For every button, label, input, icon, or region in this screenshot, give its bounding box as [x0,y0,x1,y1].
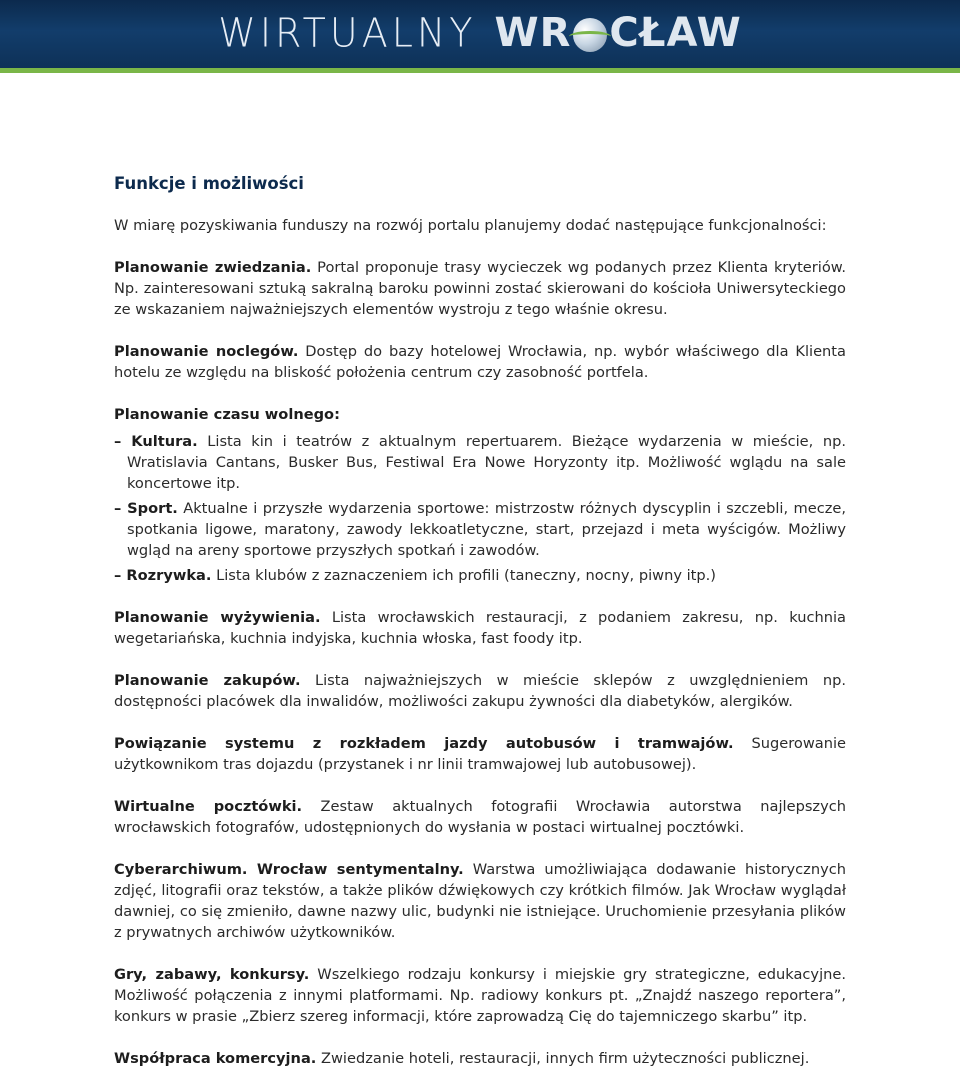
paragraph-head: Współpraca komercyjna. [114,1050,317,1067]
paragraph-head: Wirtualne pocztówki. [114,798,303,815]
list-item-text: Lista kin i teatrów z aktualnym repertuarem. Bieżące wydarzenia w mieście, np. Wratislavia Cantans, Busker Bus, Festiwal Era Nowe Horyzonty itp. Możliwość wglądu na sale koncertowe itp. [127,433,846,492]
list-item-head: – Kultura. [114,433,198,450]
paragraph-cyberarchive [114,859,846,943]
intro-paragraph: W miarę pozyskiwania funduszy na rozwój portalu planujemy dodać następujące funkcjonalności: [114,217,827,234]
paragraph-head: Planowanie noclegów. [114,343,299,360]
list-item-culture [114,431,846,494]
paragraph-commercial [114,1048,846,1069]
header-banner [0,0,960,68]
paragraph-head: Gry, zabawy, konkursy. [114,966,310,983]
paragraph-games [114,964,846,1027]
logo-text-light: WIRTUALNY [218,9,477,57]
paragraph-text: Wszelkiego rodzaju konkursy i miejskie gry strategiczne, edukacyjne. Możliwość połączenia z innymi platformami. Np. radiowy konkurs pt. „Znajdź naszego reportera”, konkurs w prasie „Zbierz szereg informacji, które zaprowadzą Cię do tajemniczego skarbu” itp. [114,966,846,1025]
paragraph-text: Lista wrocławskich restauracji, z podaniem zakresu, np. kuchnia wegetariańska, kuchnia indyjska, kuchnia włoska, fast foody itp. [114,609,846,647]
list-item-text: Aktualne i przyszłe wydarzenia sportowe: mistrzostw różnych dyscyplin i szczebli, mecze, spotkania ligowe, maratony, zawody lekkoatletyczne, start, przejazd i meta wyścigów. Możliwy wgląd na areny sportowe przyszłych spotkań i zawodów. [127,500,846,559]
paragraph-transit [114,733,846,775]
page-title: Funkcje i możliwości [114,174,304,193]
paragraph-text: Zwiedzanie hoteli, restauracji, innych firm użyteczności publicznej. [316,1050,810,1067]
paragraph-accommodation [114,341,846,383]
paragraph-head: Cyberarchiwum. Wrocław sentymentalny. [114,861,464,878]
list-item-sport [114,498,846,561]
logo-text-bold [495,9,742,57]
paragraph-postcards [114,796,846,838]
logo-text-bold-left: WR [494,10,572,56]
paragraph-text: Lista najważniejszych w mieście sklepów z uwzględnieniem np. dostępności placówek dla inwalidów, możliwości zakupu żywności dla diabetyków, alergików. [114,672,847,710]
paragraph-text: Warstwa umożliwiająca dodawanie historycznych zdjęć, litografii oraz tekstów, a także plików dźwiękowych czy krótkich filmów. Jak Wrocław wyglądał dawniej, co się zmieniło, dawne nazwy ulic, budynki nie istniejące. Uruchomienie przesyłania plików z prywatnych archiwów użytkowników. [114,861,846,941]
list-item-head: – Rozrywka. [114,567,212,584]
document-body [114,172,846,1090]
list-item-text: Lista klubów z zaznaczeniem ich profili (taneczny, nocny, piwny itp.) [211,567,716,584]
paragraph-text: Sugerowanie użytkownikom tras dojazdu (przystanek i nr linii tramwajowej lub autobusowej). [114,735,847,773]
paragraph-sightseeing [114,257,846,320]
paragraph-text: Zestaw aktualnych fotografii Wrocławia autorstwa najlepszych wrocławskich fotografów, udostępnionych do wysłania w postaci wirtualnej pocztówki. [114,798,847,836]
paragraph-head: Planowanie zwiedzania. [114,259,312,276]
paragraph-shopping [114,670,846,712]
site-logo [0,9,960,57]
paragraph-text: Dostęp do bazy hotelowej Wrocławia, np. wybór właściwego dla Klienta hotelu ze względu na bliskość położenia centrum czy zasobność portfela. [114,343,846,381]
paragraph-food [114,607,846,649]
free-time-heading [114,404,846,425]
paragraph-head: Planowanie wyżywienia. [114,609,321,626]
paragraph-head: Planowanie czasu wolnego: [114,406,340,423]
paragraph-text: Portal proponuje trasy wycieczek wg podanych przez Klienta kryteriów. Np. zainteresowani sztuką sakralną baroku powinni zostać skierowani do kościoła Uniwersyteckiego ze wskazaniem najważniejszych elementów wystroju z tego właśnie okresu. [114,259,846,318]
paragraph-head: Planowanie zakupów. [114,672,301,689]
list-item-head: – Sport. [114,500,178,517]
logo-text-bold-right: CŁAW [609,10,742,56]
paragraph-head: Powiązanie systemu z rozkładem jazdy autobusów i tramwajów. [114,735,734,752]
globe-icon [573,18,607,52]
list-item-entertainment [114,565,846,586]
header-stripe [0,68,960,73]
